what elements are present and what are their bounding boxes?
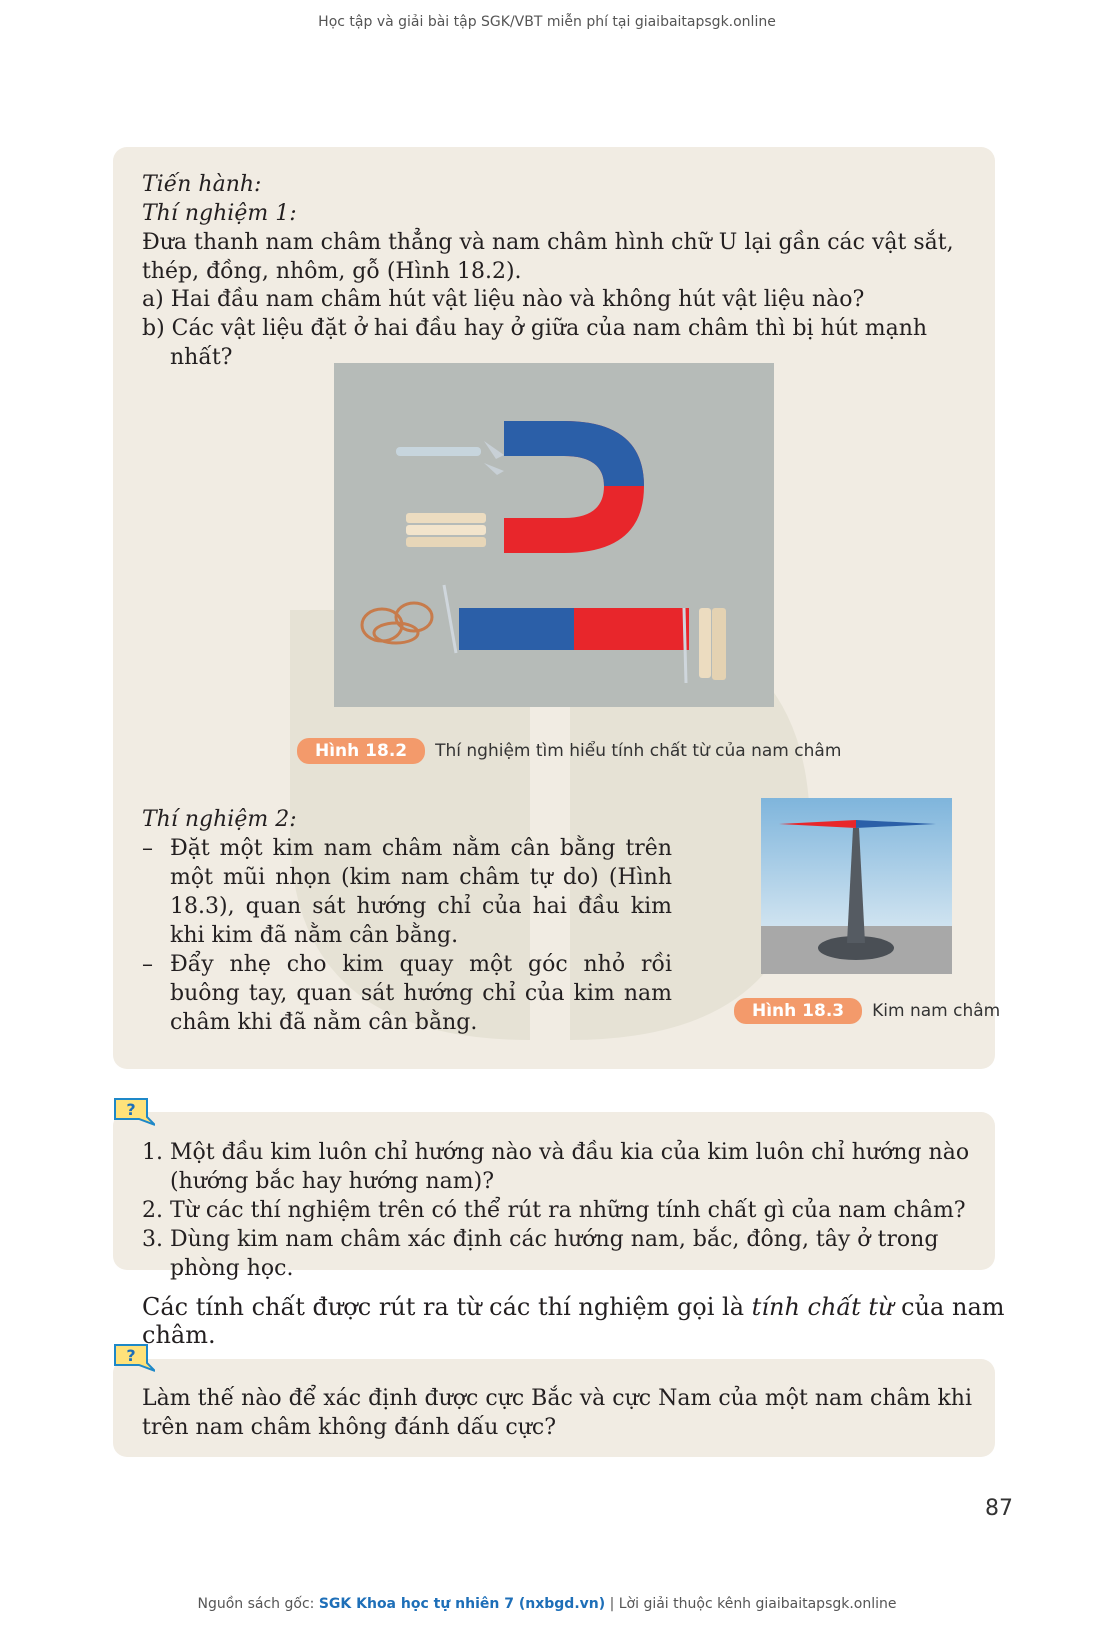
question-item: 2. Từ các thí nghiệm trên có thể rút ra những tính chất gì của nam châm? (142, 1198, 966, 1223)
page-number: 87 (985, 1496, 1013, 1521)
wood-piece-1 (699, 608, 711, 678)
figure-18-3-caption-text: Kim nam châm (872, 1001, 1001, 1021)
footer-source-link[interactable]: SGK Khoa học tự nhiên 7 (nxbgd.vn) (318, 1596, 606, 1612)
question-2-text: Làm thế nào để xác định được cực Bắc và cực Nam của một nam châm khi trên nam châm không đánh dấu cực? (142, 1386, 972, 1440)
intro-text (142, 170, 972, 286)
summary-text (142, 1293, 1022, 1349)
figure-18-2-caption-text: Thí nghiệm tìm hiểu tính chất từ của nam châm (435, 741, 842, 761)
figure-18-3-photo (761, 798, 952, 974)
figure-18-2-photo (334, 363, 774, 707)
question-icon (113, 1097, 155, 1127)
summary-term: tính chất từ (751, 1293, 894, 1321)
figure-18-3-label: Hình 18.3 (734, 998, 862, 1024)
experiment1-text: Đưa thanh nam châm thẳng và nam châm hình chữ U lại gần các vật sắt, thép, đồng, nhôm, gỗ (Hình 18.2). (142, 230, 954, 284)
figure-18-2-label: Hình 18.2 (297, 738, 425, 764)
experiment2-title: Thí nghiệm 2: (142, 807, 297, 832)
wood-piece-2 (712, 608, 726, 680)
questions-list-1 (142, 1138, 977, 1283)
experiment1-title: Thí nghiệm 1: (142, 201, 297, 226)
page-footer (0, 1596, 1094, 1612)
questions-2 (142, 1384, 972, 1442)
experiment2-item: – Đẩy nhẹ cho kim quay một góc nhỏ rồi buông tay, quan sát hướng chỉ của kim nam châm khi đã nằm cân bằng. (142, 950, 672, 1037)
bar-magnet-blue (459, 608, 574, 650)
question-b: b) Các vật liệu đặt ở hai đầu hay ở giữa của nam châm thì bị hút mạnh nhất? (142, 316, 928, 370)
question-icon-symbol: ? (126, 1346, 136, 1365)
question-item: 3. Dùng kim nam châm xác định các hướng nam, bắc, đông, tây ở trong phòng học. (142, 1227, 939, 1281)
question-item: 1. Một đầu kim luôn chỉ hướng nào và đầu kia của kim luôn chỉ hướng nào (hướng bắc hay hướng nam)? (142, 1140, 970, 1194)
procedure-heading: Tiến hành: (142, 172, 262, 197)
footer-suffix: | Lời giải thuộc kênh giaibaitapsgk.online (605, 1596, 897, 1612)
summary-after: của nam châm. (142, 1293, 1005, 1349)
steel-rod (396, 447, 481, 456)
page-header: Học tập và giải bài tập SGK/VBT miễn phí tại giaibaitapsgk.online (318, 14, 776, 30)
wood-block-1 (406, 513, 486, 523)
wood-block-2 (406, 525, 486, 535)
experiment2 (142, 805, 672, 1037)
wood-block-3 (406, 537, 486, 547)
question-icon (113, 1343, 155, 1373)
experiment2-item: – Đặt một kim nam châm nằm cân bằng trên một mũi nhọn (kim nam châm tự do) (Hình 18.3), quan sát hướng chỉ của hai đầu kim khi kim đã nằm cân bằng. (142, 834, 672, 950)
experiment1-questions (142, 285, 972, 372)
summary-before: Các tính chất được rút ra từ các thí nghiệm gọi là (142, 1293, 752, 1321)
footer-prefix: Nguồn sách gốc: (197, 1596, 319, 1612)
figure-18-2-caption (297, 738, 841, 764)
nail-2 (684, 608, 686, 683)
figure-18-3-caption (734, 998, 1000, 1024)
question-icon-symbol: ? (126, 1100, 136, 1119)
question-a: a) Hai đầu nam châm hút vật liệu nào và không hút vật liệu nào? (142, 287, 865, 312)
bar-magnet-red (574, 608, 689, 650)
